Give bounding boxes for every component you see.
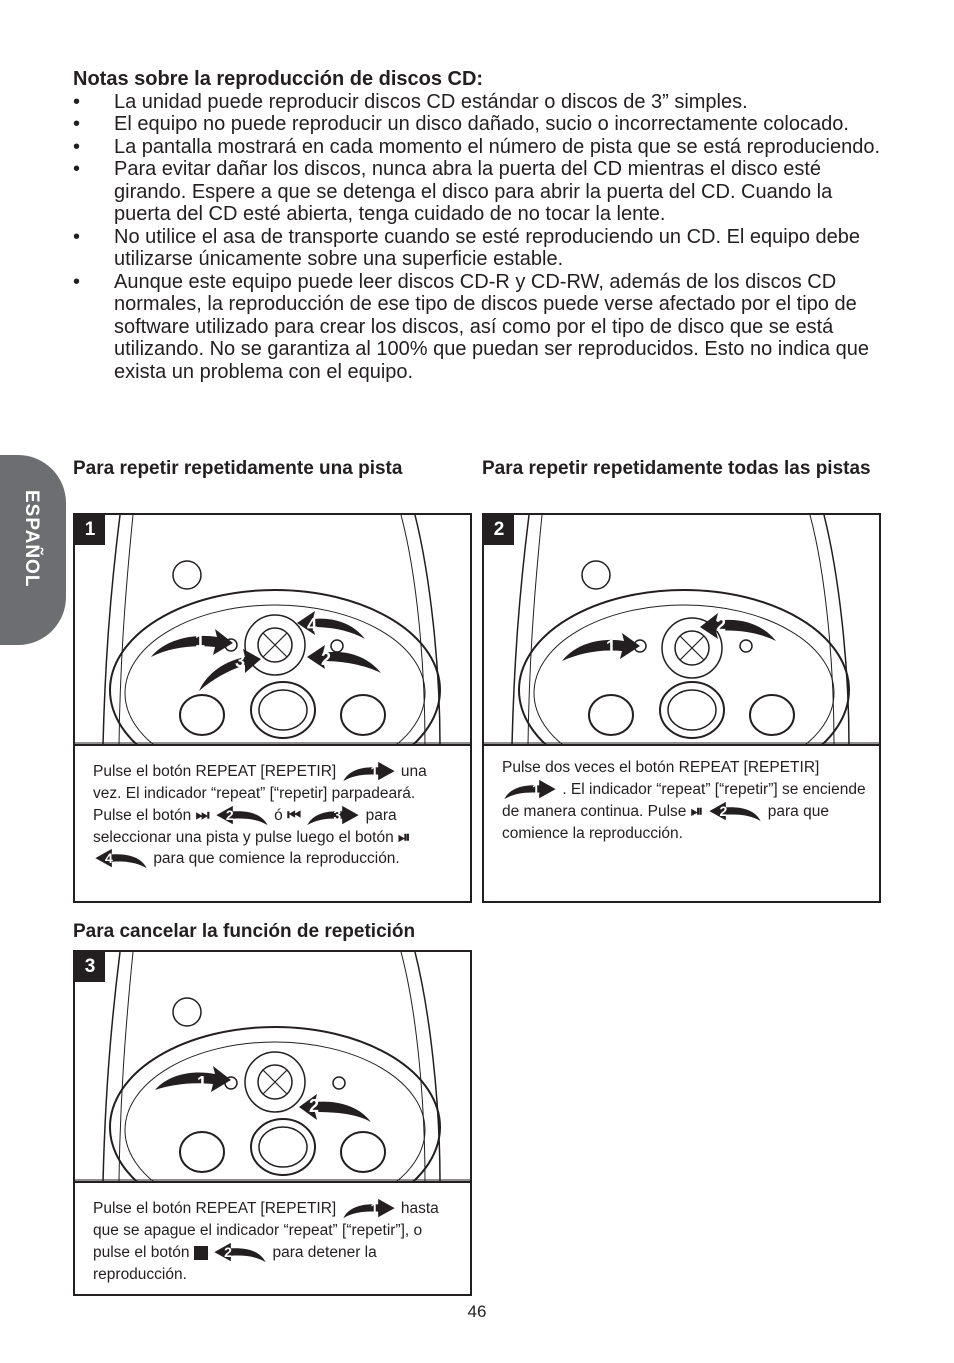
- caption-text: Pulse el botón REPEAT [REPETIR]: [93, 763, 337, 781]
- device-illustration-1: [75, 515, 470, 745]
- figure-label: 1: [195, 631, 206, 651]
- arrow-4-icon: 4: [93, 848, 149, 870]
- step-number-badge: 2: [484, 515, 514, 545]
- figure-label: 2: [309, 1096, 320, 1116]
- arrow-3-icon: 3: [305, 805, 361, 827]
- note-text: Aunque este equipo puede leer discos CD-R y CD-RW, además de los discos CD normales, la reproducción de ese tipo de discos puede verse afectado por el tipo de software utilizado para crear los discos, así como por el tipo de disco que se está utilizando. No se garantiza al 100% que puedan ser reproducidos. Esto no indica que exista un problema con el equipo.: [114, 270, 869, 383]
- caption-text: Pulse el botón REPEAT [REPETIR]: [93, 1200, 337, 1218]
- device-illustration-2: [484, 515, 879, 745]
- step1-panel: [73, 513, 472, 903]
- notes-list: [73, 91, 883, 384]
- bullet-icon: •: [73, 158, 81, 180]
- list-item: [73, 91, 883, 114]
- cd-notes: [73, 68, 883, 383]
- caption-text: Pulse dos veces el botón REPEAT [REPETIR]: [502, 759, 820, 776]
- caption-text: para detener la reproducción.: [93, 1243, 377, 1283]
- list-item: [73, 271, 883, 384]
- note-text: No utilice el asa de transporte cuando se esté reproduciendo un CD. El equipo debe utilizarse únicamente sobre una superficie estable.: [114, 225, 861, 270]
- bullet-icon: •: [73, 270, 81, 293]
- bullet-icon: •: [73, 113, 81, 135]
- arrow-2-icon: 2: [214, 805, 270, 827]
- step3-panel: [73, 950, 472, 1296]
- note-text: La unidad puede reproducir discos CD estándar o discos de 3” simples.: [114, 90, 748, 113]
- step-number-badge: 1: [75, 515, 105, 545]
- list-item: [73, 226, 883, 271]
- step1-caption: [93, 761, 455, 870]
- caption-text: hasta que se apague el indicador “repeat” [“repetir”], o pulse el botón: [93, 1200, 439, 1261]
- list-item: [73, 136, 883, 159]
- arrow-2-icon: 2: [707, 801, 763, 823]
- caption-text: para que comience la reproducción.: [153, 850, 400, 868]
- caption-text: ó: [274, 806, 283, 824]
- arrow-1-icon: 1: [341, 1198, 397, 1220]
- section3-title: Para cancelar la función de repetición: [73, 921, 416, 942]
- page-number: 46: [467, 1302, 487, 1321]
- figure-label: 1: [197, 1073, 208, 1093]
- caption-text: para seleccionar una pista y pulse luego el botón: [93, 806, 397, 846]
- previous-track-icon: ⏮: [287, 806, 302, 824]
- notes-title: Notas sobre la reproducción de discos CD:: [73, 68, 484, 90]
- arrow-2-icon: 2: [212, 1242, 268, 1264]
- arrow-1-icon: 1: [502, 779, 558, 801]
- note-text: Para evitar dañar los discos, nunca abra la puerta del CD mientras el disco esté girando. Espere a que se detenga el disco para abrir la puerta del CD. Cuando la puerta del CD esté abierta, tenga cuidado de no tocar la lente.: [114, 158, 833, 225]
- step2-caption: [502, 757, 870, 844]
- note-text: El equipo no puede reproducir un disco dañado, sucio o incorrectamente colocado.: [114, 113, 849, 135]
- section1-title: Para repetir repetidamente una pista: [73, 458, 403, 479]
- list-item: [73, 113, 883, 136]
- bullet-icon: •: [73, 90, 81, 113]
- figure-label: 2: [716, 615, 727, 635]
- stop-icon: [194, 1246, 208, 1260]
- language-tab-label: ESPAÑOL: [21, 490, 42, 588]
- note-text: La pantalla mostrará en cada momento el número de pista que se está reproduciendo.: [114, 135, 881, 158]
- step-number-badge: 3: [75, 952, 105, 982]
- list-item: [73, 158, 883, 226]
- play-pause-icon: ⏯: [690, 802, 704, 820]
- panel-divider: [75, 744, 470, 746]
- step3-caption: [93, 1198, 455, 1285]
- figure-label: 3: [235, 651, 246, 671]
- figure-label: 2: [321, 649, 332, 669]
- caption-text: para que comience la reproducción.: [502, 802, 829, 842]
- caption-text: . El indicador “repeat” [“repetir”] se enciende de manera continua. Pulse: [502, 780, 866, 820]
- section2-title: Para repetir repetidamente todas las pistas: [482, 458, 871, 479]
- next-track-icon: ⏭: [195, 806, 210, 824]
- panel-divider: [75, 1181, 470, 1183]
- figure-label: 1: [606, 637, 617, 657]
- figure-label: 4: [307, 615, 318, 635]
- bullet-icon: •: [73, 225, 81, 248]
- device-illustration-3: [75, 952, 470, 1182]
- step2-panel: [482, 513, 881, 903]
- panel-divider: [484, 744, 879, 746]
- bullet-icon: •: [73, 135, 81, 158]
- caption-text: una vez. El indicador “repeat” [“repetir] parpadeará. Pulse el botón: [93, 763, 427, 824]
- play-pause-icon: ⏯: [398, 828, 411, 846]
- arrow-1-icon: 1: [341, 761, 397, 783]
